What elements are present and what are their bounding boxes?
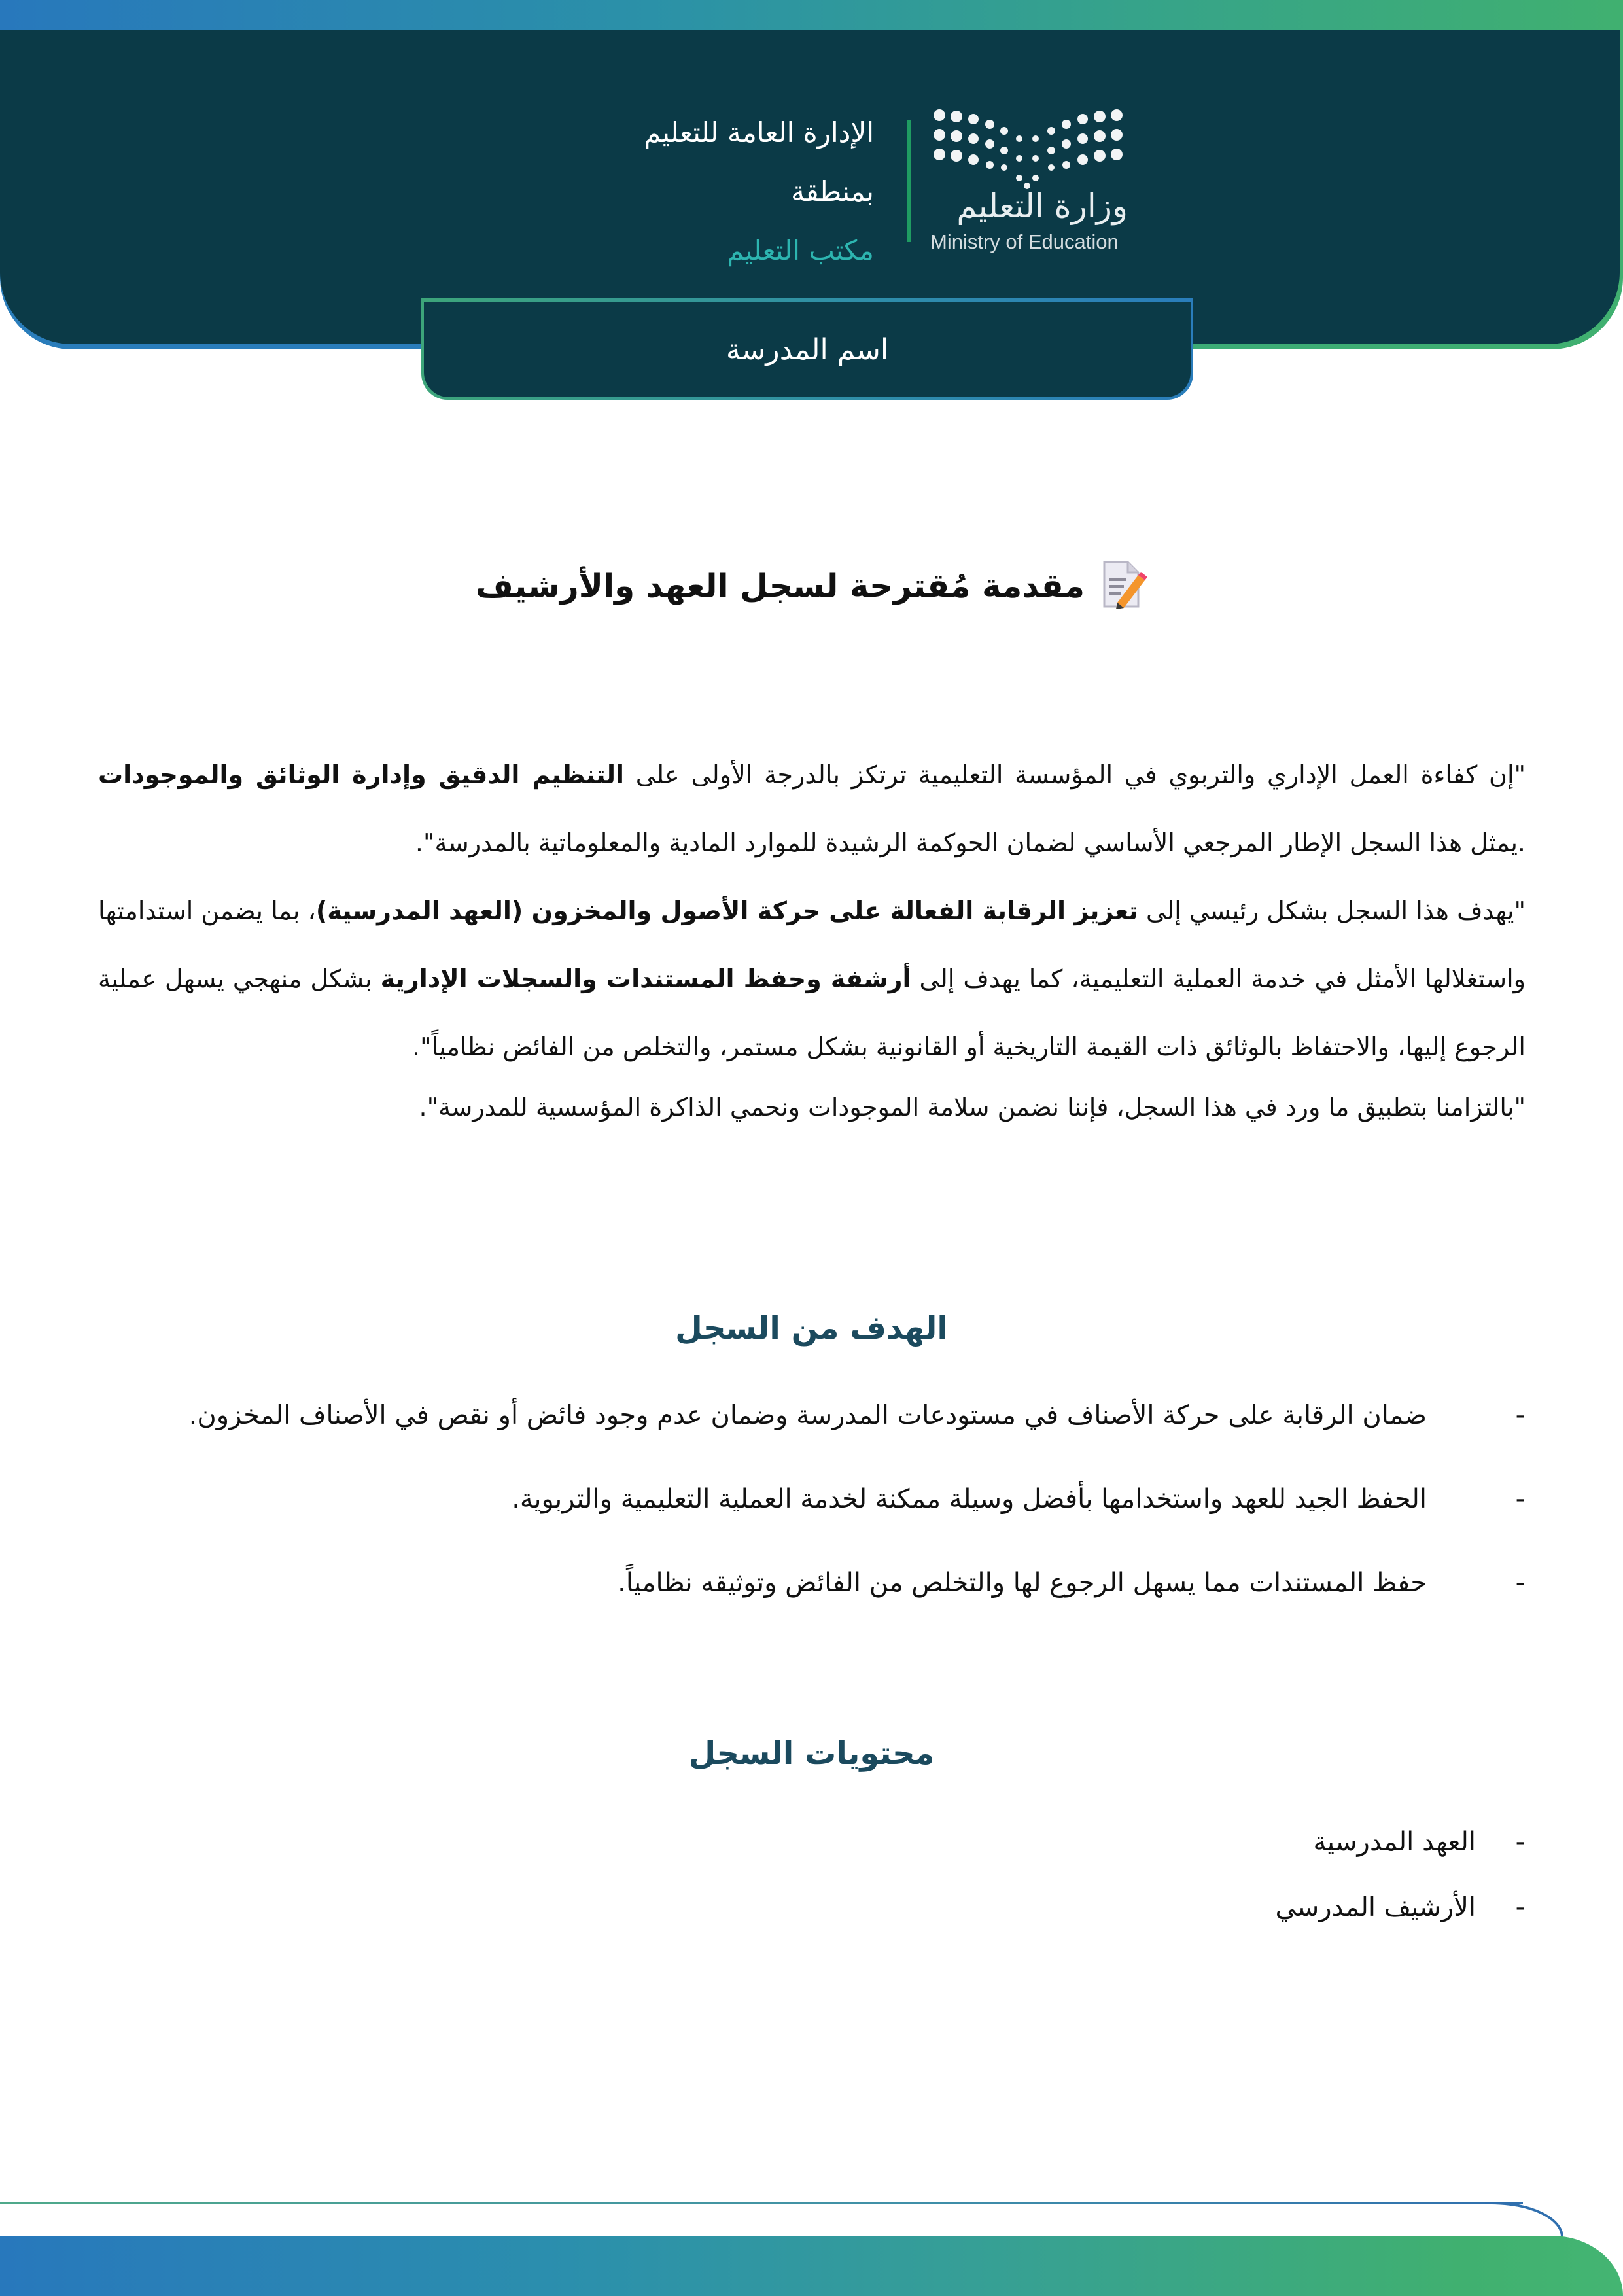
logo-dot	[951, 111, 962, 122]
top-gradient-bar	[0, 0, 1623, 30]
paragraph-text: .يمثل هذا السجل الإطار المرجعي الأساسي لضمان الحوكمة الرشيدة للموارد المادية والمعلوماتية بالمدرسة".	[415, 828, 1526, 857]
emphasis-text: أرشفة وحفظ المستندات والسجلات الإدارية	[380, 964, 911, 993]
logo-dot	[1062, 161, 1070, 169]
goal-item-text: حفظ المستندات مما يسهل الرجوع لها والتخلص من الفائض وتوثيقه نظامياً.	[618, 1568, 1427, 1598]
contents-item-text: العهد المدرسية	[1313, 1827, 1476, 1857]
logo-dot	[934, 149, 945, 160]
bullet-dash: -	[1515, 1400, 1525, 1430]
bullet-dash: -	[1515, 1484, 1525, 1514]
school-name: اسم المدرسة	[725, 332, 889, 366]
logo-dot	[951, 130, 962, 142]
footer-gradient-band	[0, 2236, 1623, 2296]
emphasis-text: التنظيم الدقيق وإدارة الوثائق والموجودات	[98, 760, 625, 789]
logo-dot	[1032, 155, 1039, 162]
goal-item	[189, 1568, 1525, 1651]
logo-dot	[1016, 175, 1022, 181]
logo-dot	[1094, 111, 1106, 122]
goals-list	[189, 1400, 1525, 1651]
logo-dot	[1077, 133, 1088, 144]
contents-item	[1275, 1827, 1525, 1892]
school-name-box	[424, 302, 1191, 397]
document-title-text: مقدمة مُقترحة لسجل العهد والأرشيف	[475, 567, 1085, 605]
logo-dot	[951, 150, 962, 162]
logo-dot	[1062, 120, 1071, 129]
contents-list	[1275, 1827, 1525, 1958]
goal-item-text: الحفظ الجيد للعهد واستخدامها بأفضل وسيلة ممكنة لخدمة العملية التعليمية والتربوية.	[512, 1484, 1427, 1514]
logo-dot	[986, 161, 994, 169]
emphasis-text: تعزيز الرقابة الفعالة على حركة الأصول والمخزون (العهد المدرسية)	[315, 896, 1138, 925]
goal-item	[189, 1400, 1525, 1484]
logo-dot	[1111, 109, 1123, 121]
ministry-name-ar: وزارة التعليم	[956, 187, 1128, 225]
contents-heading: محتويات السجل	[688, 1735, 935, 1772]
logo-dot	[1000, 127, 1008, 135]
bullet-dash: -	[1515, 1892, 1525, 1922]
ministry-name-en: Ministry of Education	[930, 230, 1119, 253]
paragraph-text: "إن كفاءة العمل الإداري والتربوي في المؤسسة التعليمية ترتكز بالدرجة الأولى على	[624, 760, 1526, 789]
education-office-line: مكتب التعليم	[727, 234, 874, 266]
header-divider	[907, 120, 911, 242]
logo-dot	[1077, 154, 1088, 165]
ministry-dots-logo-icon	[928, 105, 1130, 196]
logo-dot	[968, 114, 979, 124]
logo-dot	[1047, 127, 1055, 135]
logo-dot	[1077, 114, 1088, 124]
logo-dot	[968, 133, 979, 144]
goals-heading: الهدف من السجل	[675, 1310, 948, 1347]
goal-item	[189, 1484, 1525, 1568]
logo-dot	[1048, 164, 1055, 171]
logo-dot	[985, 120, 994, 129]
logo-dot	[1000, 147, 1008, 154]
paragraph-text: "بالتزامنا بتطبيق ما ورد في هذا السجل، فإننا نضمن سلامة الموجودات ونحمي الذاكرة المؤسسية للمدرسة".	[419, 1093, 1526, 1122]
header-org-lines	[644, 103, 874, 280]
logo-dot	[968, 154, 979, 165]
intro-paragraph-3	[98, 1073, 1526, 1141]
intro-paragraph-1	[98, 741, 1526, 877]
logo-dot	[1094, 150, 1106, 162]
general-administration-line: الإدارة العامة للتعليم	[644, 116, 874, 149]
footer-line	[0, 2202, 1523, 2204]
logo-dot	[1016, 155, 1022, 162]
logo-dot	[1032, 135, 1039, 142]
intro-paragraph-2	[98, 877, 1526, 1081]
logo-dot	[934, 109, 945, 121]
logo-dot	[1111, 129, 1123, 141]
ministry-logo	[928, 105, 1130, 262]
logo-dot	[1062, 139, 1071, 149]
paragraph-text: بشكل منهجي يسهل عملية الرجوع إليها، والاحتفاظ بالوثائق ذات القيمة التاريخية أو القانونية بشكل مستمر، والتخلص من الفائض نظامياً".	[98, 964, 1526, 1061]
logo-dot	[1094, 130, 1106, 142]
region-line: بمنطقة	[791, 175, 874, 207]
bullet-dash: -	[1515, 1568, 1525, 1598]
paragraph-text: ، بما يضمن استدامتها واستغلالها الأمثل في خدمة العملية التعليمية، كما يهدف إلى	[98, 896, 1526, 993]
contents-item-text: الأرشيف المدرسي	[1275, 1892, 1476, 1922]
bullet-dash: -	[1515, 1827, 1525, 1857]
logo-dot	[1016, 135, 1022, 142]
logo-dot	[985, 139, 994, 149]
contents-item	[1275, 1892, 1525, 1958]
paragraph-text: "يهدف هذا السجل بشكل رئيسي إلى	[1138, 896, 1526, 925]
logo-dot	[934, 129, 945, 141]
logo-dot	[1111, 149, 1123, 160]
goal-item-text: ضمان الرقابة على حركة الأصناف في مستودعات المدرسة وضمان عدم وجود فائض أو نقص في الأصناف المخزون.	[188, 1400, 1427, 1430]
memo-icon	[1098, 559, 1147, 617]
logo-dot	[1001, 164, 1007, 171]
logo-dot	[1032, 175, 1039, 181]
logo-dot	[1047, 147, 1055, 154]
footer-curve	[1485, 2202, 1563, 2237]
document-title	[0, 559, 1623, 617]
